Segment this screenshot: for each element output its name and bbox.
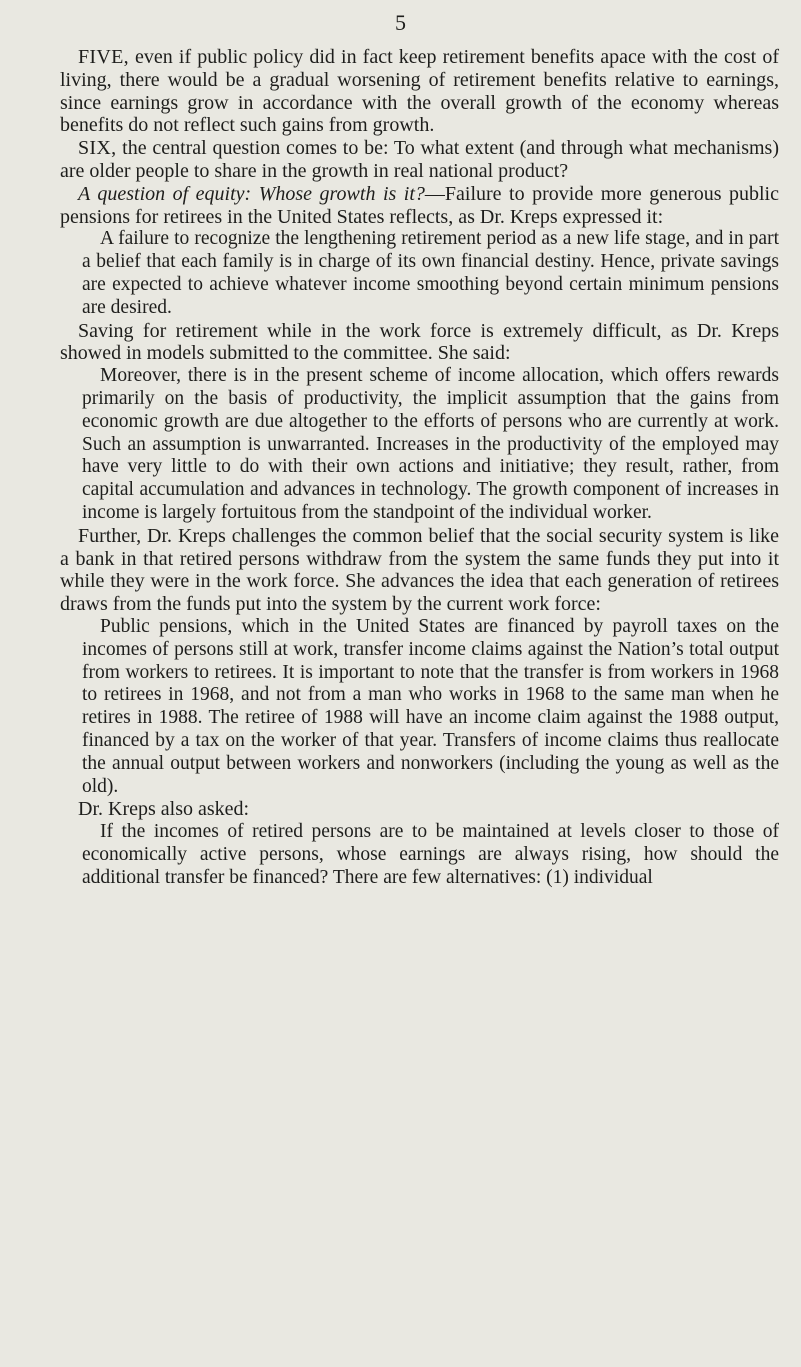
paragraph-equity [60, 183, 779, 229]
block-quote: A failure to recognize the lengthening retirement period as a new life stage, and in part a belief that each family is in charge of its own financial destiny. Hence, private savings are expected to achieve whatever income smoothing beyond certain minimum pensions are desired. [82, 228, 779, 318]
paragraph-text: —Failure to provide more generous public pensions for retirees in the United States reflects, as Dr. Kreps expressed it: [60, 182, 779, 228]
paragraph-lead: SIX, [78, 137, 117, 160]
paragraph-also-asked: Dr. Kreps also asked: [78, 798, 250, 821]
paragraph-lead: FIVE, [78, 46, 129, 68]
paragraph-five [60, 46, 779, 137]
page-number: 5 [395, 10, 406, 35]
block-quote: Moreover, there is in the present scheme of income allocation, which offers rewards primarily on the basis of productivity, the implicit assumption that the gains from economic growth are due altogether to the efforts of persons who are currently at work. Such an assumption is unwarranted. Increases in the productivity of the employed may have very little to do with their own actions and initiative; they result, rather, from capital accumulation and advances in technology. The growth component of increases in income is largely fortuitous from the standpoint of the individual worker. [82, 365, 779, 523]
paragraph-saving: Saving for retirement while in the work force is extremely difficult, as Dr. Kreps showed in models submitted to the committee. She said: [60, 319, 779, 365]
paragraph-further: Further, Dr. Kreps challenges the common belief that the social security system is like a bank in that retired persons withdraw from the system the same funds they put into it while they were in the work force. She advances the idea that each generation of retirees draws from the funds put into the system by the current work force: [60, 524, 779, 616]
paragraph-text: the central question comes to be: To what extent (and through what mechanisms) are older people to share in the growth in real national product? [60, 137, 779, 182]
block-quote: Public pensions, which in the United States are financed by payroll taxes on the incomes of persons still at work, transfer income claims against the Nation’s total output from workers to retirees. It is important to note that the transfer is from workers in 1968 to retirees in 1968, and not from a man who works in 1968 to the same man when he retires in 1988. The retiree of 1988 will have an income claim against the 1988 output, financed by a tax on the worker of that year. Transfers of income claims thus reallocate the annual output between workers and nonworkers (including the young as well as the old). [82, 615, 779, 797]
italic-heading: A question of equity: Whose growth is it? [78, 182, 425, 205]
paragraph-text: even if public policy did in fact keep retirement benefits apace with the cost of living, there would be a gradual worsening of retirement benefits relative to earnings, since earnings grow in accordance with the overall growth of the economy whereas benefits do not reflect such gains from growth. [60, 46, 779, 137]
body-text [60, 46, 779, 889]
block-quote: If the incomes of retired persons are to be maintained at levels closer to those of economically active persons, whose earnings are always rising, how should the additional transfer be financed? There are few alternatives: (1) individual [82, 821, 779, 888]
paragraph-six [60, 137, 779, 183]
